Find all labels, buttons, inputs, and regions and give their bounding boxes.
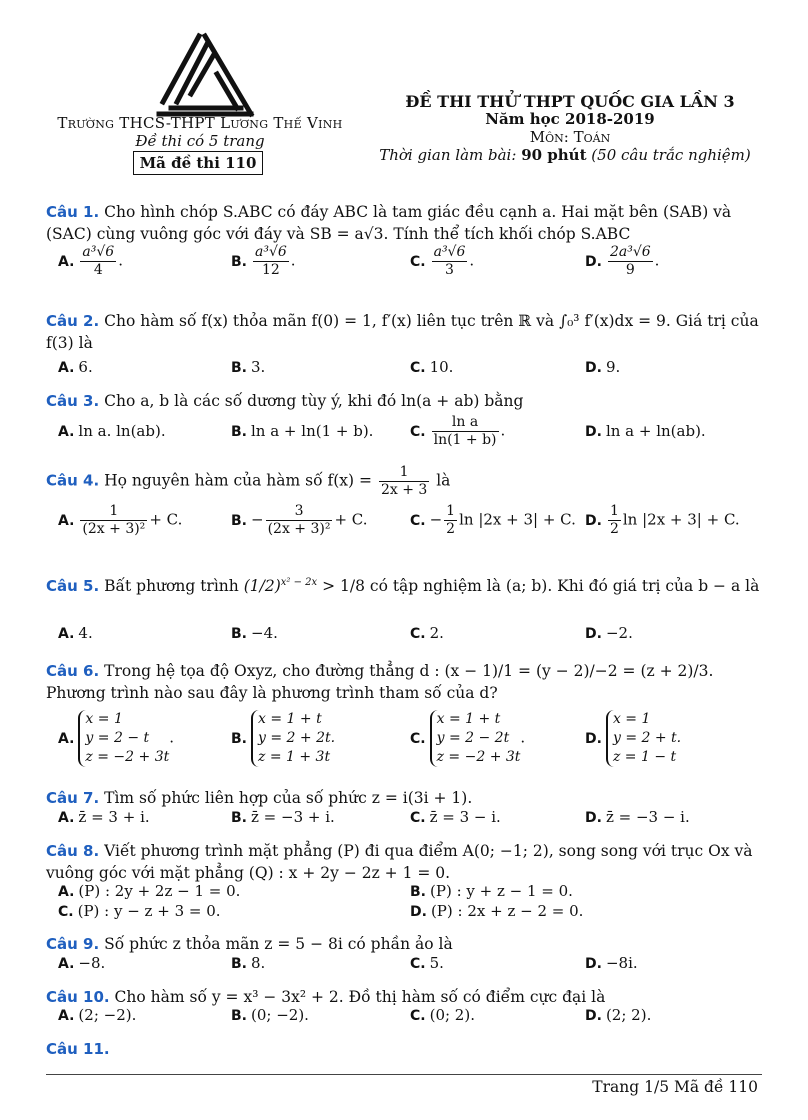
option-tail: + C.: [334, 510, 368, 529]
question-text: Cho hàm số y = x³ − 3x² + 2. Đồ thị hàm số có điểm cực đại là: [114, 988, 606, 1006]
option-value: (0; −2).: [251, 1006, 309, 1024]
option-c[interactable]: C. $\frac{\text{a³√6}}{3}$ .: [410, 244, 475, 278]
option-value: (P) : 2x + z − 2 = 0.: [430, 902, 584, 920]
option-label: C.: [410, 423, 426, 440]
fraction-denominator: ln(1 + b): [433, 432, 497, 448]
option-a[interactable]: [58, 882, 240, 900]
option-c[interactable]: [410, 624, 444, 642]
fraction-numerator: a³√6: [433, 244, 466, 260]
option-c[interactable]: [410, 808, 501, 826]
option-c[interactable]: C. $\frac{\text{ln a}}{\ln(1 + b)}$ .: [410, 414, 506, 448]
option-b[interactable]: [231, 358, 265, 376]
exam-title: ĐỀ THI THỬ THPT QUỐC GIA LẦN 3: [405, 92, 735, 111]
option-value: z̄ = −3 + i.: [251, 808, 335, 826]
question-8: [46, 840, 762, 884]
option-value: (2; −2).: [78, 1006, 137, 1024]
system-line: x = 1 + t: [436, 711, 501, 727]
option-tail: + C.: [149, 510, 183, 529]
option-label: A.: [58, 884, 75, 900]
inequality-rhs: > 1/8: [322, 577, 365, 596]
option-d[interactable]: [585, 503, 740, 538]
option-label: D.: [585, 424, 602, 440]
fraction-denominator: 4: [93, 262, 103, 278]
option-value: 10.: [429, 358, 454, 376]
fraction-numerator: a³√6: [82, 244, 115, 260]
time-suffix: (50 câu trắc nghiệm): [591, 146, 751, 164]
option-tail: ln |2x + 3| + C.: [459, 510, 576, 529]
fraction-numerator: 1: [609, 503, 619, 519]
option-d[interactable]: [585, 358, 620, 376]
system-line: y = 2 − t: [85, 730, 150, 746]
option-label: A.: [58, 253, 75, 270]
question-text: Trong hệ tọa độ Oxyz, cho đường thẳng d : (x − 1)/1 = (y − 2)/−2 = (z + 2)/3. Phương trình nào sau đây là phương trình tham số của d?: [46, 662, 714, 702]
fraction-numerator: a³√6: [255, 244, 287, 260]
option-value: (2; 2).: [605, 1006, 652, 1024]
option-label: A.: [58, 1008, 75, 1024]
question-number: Câu 2.: [46, 312, 100, 330]
option-label: C.: [410, 810, 426, 826]
option-d[interactable]: [585, 624, 633, 642]
fraction-numerator: 3: [266, 503, 333, 521]
option-label: D.: [585, 956, 602, 972]
question-1: [46, 201, 762, 245]
question-10: [46, 986, 762, 1008]
question-4: [46, 464, 762, 499]
system-line: y = 2 − 2t: [436, 730, 510, 746]
option-c[interactable]: [410, 1006, 475, 1024]
option-a[interactable]: [58, 1006, 136, 1024]
question-7: [46, 787, 762, 809]
option-b[interactable]: [231, 954, 265, 972]
question-2: [46, 310, 762, 354]
option-a[interactable]: [58, 710, 174, 767]
option-value: ln a. ln(ab).: [78, 422, 166, 440]
equation-system: [251, 710, 335, 767]
question-6: [46, 660, 762, 704]
option-label: B.: [231, 810, 247, 826]
system-line: x = 1 + t: [258, 711, 322, 727]
question-text: Cho hàm số f(x) thỏa mãn f(0) = 1, f′(x) liên tục trên ℝ và ∫₀³ f′(x)dx = 9. Giá trị của f(3) là: [46, 312, 759, 352]
pages-note: Đề thi có 5 trang: [135, 132, 265, 150]
option-label: D.: [410, 904, 427, 920]
option-value: (P) : 2y + 2z − 1 = 0.: [78, 882, 241, 900]
system-line: z = −2 + 3t: [85, 749, 170, 765]
system-line: y = 2 + t.: [612, 730, 682, 746]
question-text: Bất phương trình: [104, 577, 239, 596]
option-b[interactable]: [410, 882, 573, 900]
option-value: (0; 2).: [429, 1006, 475, 1024]
option-a[interactable]: [58, 358, 93, 376]
system-line: z = 1 + 3t: [258, 749, 331, 765]
fraction-numerator: 1: [80, 503, 147, 521]
option-label: D.: [585, 730, 602, 747]
option-label: C.: [410, 253, 426, 270]
option-label: C.: [410, 956, 426, 972]
option-d[interactable]: [585, 954, 638, 972]
option-label: C.: [410, 1008, 426, 1024]
question-text: Họ nguyên hàm của hàm số f(x) =: [104, 471, 372, 490]
system-line: y = 2 + 2t.: [258, 730, 336, 746]
option-label: A.: [58, 360, 75, 376]
option-c[interactable]: [410, 503, 576, 538]
option-a[interactable]: [58, 422, 166, 440]
option-b[interactable]: [231, 710, 335, 767]
option-b[interactable]: [231, 503, 368, 538]
school-name: Trường THCS-THPT Lương Thế Vinh: [57, 114, 343, 132]
fraction-denominator: 2: [446, 521, 456, 537]
option-label: A.: [58, 956, 75, 972]
option-value: −8.: [78, 954, 106, 972]
question-number: Câu 3.: [46, 392, 100, 410]
time-value: 90 phút: [521, 146, 587, 164]
option-label: B.: [231, 512, 247, 529]
option-d[interactable]: [585, 422, 706, 440]
option-label: B.: [231, 1008, 247, 1024]
school-logo-icon: [155, 30, 255, 118]
option-b[interactable]: [231, 624, 278, 642]
question-text-end: là: [436, 471, 451, 490]
option-label: B.: [231, 956, 247, 972]
question-11: [46, 1038, 762, 1060]
option-label: B.: [231, 730, 247, 747]
option-label: A.: [58, 626, 75, 642]
option-label: B.: [231, 626, 247, 642]
system-line: z = −2 + 3t: [436, 749, 521, 765]
option-label: B.: [231, 253, 247, 270]
question-number: Câu 8.: [46, 842, 100, 860]
question-number: Câu 6.: [46, 662, 100, 680]
option-a[interactable]: [58, 954, 105, 972]
option-a[interactable]: [58, 503, 182, 538]
option-value: −8i.: [605, 954, 638, 972]
option-d[interactable]: [585, 710, 681, 767]
question-number: Câu 4.: [46, 471, 100, 490]
footer-divider: [46, 1074, 762, 1075]
subject: Môn: Toán: [529, 128, 611, 146]
option-b[interactable]: [231, 808, 335, 826]
equation-system: [430, 710, 521, 767]
fraction-denominator: 2x + 3: [380, 482, 428, 498]
option-c[interactable]: [410, 358, 453, 376]
fraction-denominator: 12: [261, 262, 280, 278]
option-label: D.: [585, 1008, 602, 1024]
option-d[interactable]: D. $\frac{\text{2a³√6}}{9}$ .: [585, 244, 660, 278]
option-sign: −: [429, 510, 443, 529]
option-value: z̄ = −3 − i.: [605, 808, 690, 826]
option-value: −2.: [605, 624, 633, 642]
inequality-base: (1/2): [243, 577, 281, 596]
option-label: C.: [410, 730, 426, 747]
option-a[interactable]: A. $\frac{\text{a³√6}}{4}$ .: [58, 244, 123, 278]
option-label: B.: [410, 884, 426, 900]
system-line: x = 1: [612, 711, 651, 727]
option-c[interactable]: [410, 710, 525, 767]
option-a[interactable]: [58, 624, 93, 642]
option-tail: ln |2x + 3| + C.: [622, 510, 740, 529]
time-prefix: Thời gian làm bài:: [379, 146, 517, 164]
question-text: Tìm số phức liên hợp của số phức z = i(3i + 1).: [104, 789, 473, 807]
system-line: x = 1: [85, 711, 123, 727]
option-label: D.: [585, 253, 602, 270]
question-text: Số phức z thỏa mãn z = 5 − 8i có phần ảo là: [104, 935, 453, 953]
option-value: z̄ = 3 − i.: [429, 808, 501, 826]
option-label: B.: [231, 424, 247, 440]
question-number: Câu 7.: [46, 789, 100, 807]
option-value: 4.: [78, 624, 93, 642]
time-info: [360, 146, 770, 164]
option-label: A.: [58, 424, 75, 440]
option-b[interactable]: [231, 422, 373, 440]
option-label: D.: [585, 512, 602, 529]
option-d[interactable]: [585, 1006, 651, 1024]
option-value: ln a + ln(1 + b).: [251, 422, 374, 440]
option-value: 2.: [429, 624, 444, 642]
equation-system: [78, 710, 169, 767]
option-label: C.: [410, 626, 426, 642]
option-value: (P) : y + z − 1 = 0.: [430, 882, 573, 900]
question-text: Cho a, b là các số dương tùy ý, khi đó ln(a + ab) bằng: [104, 392, 524, 410]
page-footer: Trang 1/5 Mã đề 110: [592, 1078, 758, 1096]
system-line: z = 1 − t: [612, 749, 677, 765]
option-value: 9.: [605, 358, 621, 376]
option-value: 3.: [251, 358, 266, 376]
question-text: Viết phương trình mặt phẳng (P) đi qua điểm A(0; −1; 2), song song với trục Ox và vuông góc với mặt phẳng (Q) : x + 2y − 2z + 1 = 0.: [46, 842, 753, 882]
fraction-numerator: ln a: [432, 414, 499, 432]
option-tail: .: [520, 728, 526, 747]
option-value: ln a + ln(ab).: [605, 422, 706, 440]
option-d[interactable]: [410, 902, 583, 920]
inequality-exponent: x² − 2x: [280, 577, 318, 588]
option-label: C.: [410, 512, 426, 529]
option-c[interactable]: [410, 954, 444, 972]
option-c[interactable]: [58, 902, 221, 920]
option-label: A.: [58, 810, 75, 826]
fraction-denominator: 9: [625, 262, 635, 278]
option-label: A.: [58, 512, 75, 529]
fraction-numerator: 1: [446, 503, 456, 519]
question-3: [46, 390, 762, 412]
fraction-numerator: 2a³√6: [609, 244, 651, 260]
fraction-numerator: 1: [379, 464, 429, 482]
question-9: [46, 933, 762, 955]
question-text: Cho hình chóp S.ABC có đáy ABC là tam giác đều cạnh a. Hai mặt bên (SAB) và (SAC) cùng vuông góc với đáy và SB = a√3. Tính thể tích khối chóp S.ABC: [46, 203, 732, 243]
question-number: Câu 5.: [46, 577, 100, 596]
option-label: B.: [231, 360, 247, 376]
question-number: Câu 11.: [46, 1040, 110, 1058]
option-a[interactable]: [58, 808, 150, 826]
question-number: Câu 10.: [46, 988, 110, 1006]
fraction-denominator: 3: [445, 262, 454, 278]
option-d[interactable]: [585, 808, 690, 826]
option-sign: −: [251, 510, 264, 529]
option-value: (P) : y − z + 3 = 0.: [77, 902, 221, 920]
exam-code-box: Mã đề thi 110: [133, 151, 263, 175]
option-value: −4.: [251, 624, 278, 642]
question-text-end: có tập nghiệm là (a; b). Khi đó giá trị của b − a là: [369, 577, 760, 596]
fraction-denominator: (2x + 3)²: [82, 521, 146, 537]
question-5: [46, 572, 762, 597]
option-label: A.: [58, 730, 75, 747]
option-tail: .: [169, 728, 175, 747]
option-b[interactable]: [231, 1006, 309, 1024]
option-label: C.: [410, 360, 426, 376]
question-number: Câu 9.: [46, 935, 100, 953]
school-year: Năm học 2018-2019: [485, 110, 655, 128]
option-label: D.: [585, 360, 602, 376]
option-value: 5.: [429, 954, 444, 972]
option-label: D.: [585, 810, 602, 826]
equation-system: [606, 710, 681, 767]
option-label: D.: [585, 626, 602, 642]
fraction-denominator: 2: [609, 521, 619, 537]
question-number: Câu 1.: [46, 203, 100, 221]
option-value: 8.: [251, 954, 266, 972]
fraction-denominator: (2x + 3)²: [267, 521, 331, 537]
option-b[interactable]: B. $\frac{\text{a³√6}}{12}$ .: [231, 244, 296, 278]
option-value: 6.: [78, 358, 93, 376]
option-value: z̄ = 3 + i.: [78, 808, 150, 826]
option-label: C.: [58, 904, 74, 920]
